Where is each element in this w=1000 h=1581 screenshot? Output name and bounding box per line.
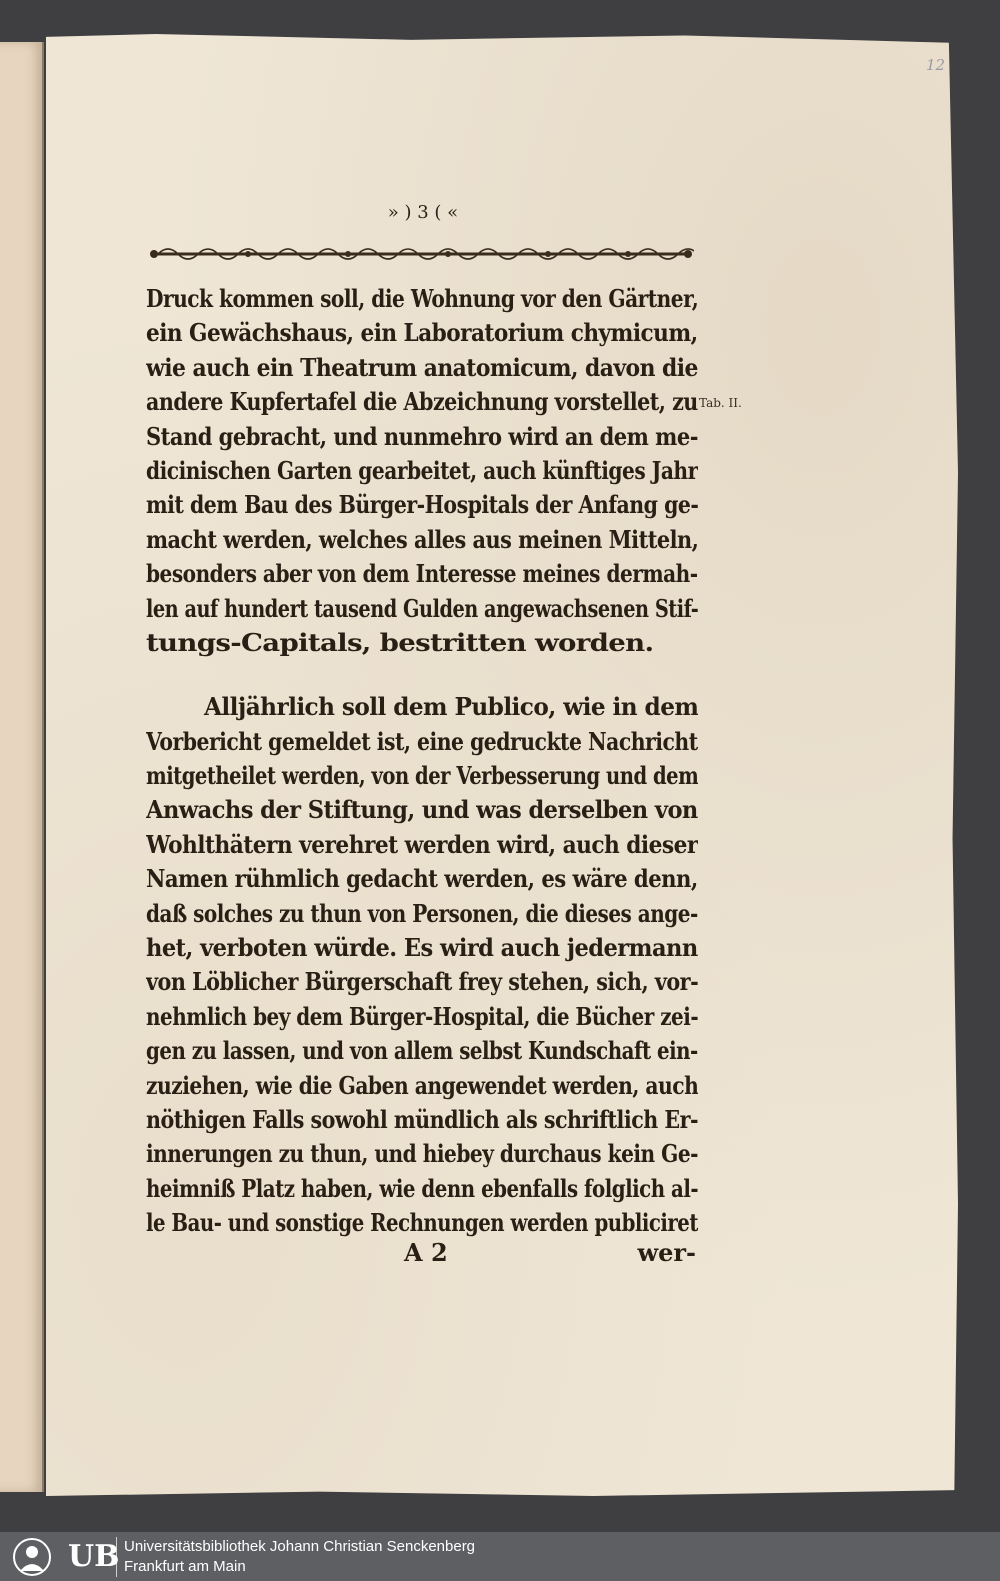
text-line: mit dem Bau des Bürger-Hospitals der Anfang ge- [146,490,698,520]
text-line: len auf hundert tausend Gulden angewachsenen Stif- [146,593,698,623]
text-line: Wohlthätern verehret werden wird, auch dieser [146,829,698,859]
institution-name: Universitätsbibliothek Johann Christian Senckenberg [124,1538,476,1555]
text-line: heimniß Platz haben, wie denn ebenfalls folglich al- [146,1173,698,1203]
text-line: innerungen zu thun, und hiebey durchaus kein Ge- [146,1139,698,1169]
text-line: tungs-Capitals, bestritten worden. [146,627,654,657]
text-line: besonders aber von dem Interesse meines dermah- [146,559,698,589]
institution-city: Frankfurt am Main [124,1558,246,1575]
text-line: het, verboten würde. Es wird auch jedermann [146,933,698,963]
page-foot [146,1238,698,1272]
text-line: Alljährlich soll dem Publico, wie in dem [204,692,698,722]
library-logo[interactable] [6,1537,120,1577]
text-line: nöthigen Falls sowohl mündlich als schriftlich Er- [146,1104,698,1134]
text-line: wie auch ein Theatrum anatomicum, davon die [146,352,698,382]
ornamental-rule-icon [148,240,694,268]
text-line: Stand gebracht, und nunmehro wird an dem me- [146,421,698,451]
footer-text [124,1537,475,1577]
text-line: le Bau- und sonstige Rechnungen werden publiciret [146,1208,698,1238]
text-line: nehmlich bey dem Bürger-Hospital, die Bücher zei- [146,1001,698,1031]
text-line: zuziehen, wie die Gaben angewendet werden, auch [146,1070,698,1100]
text-line: gen zu lassen, und von allem selbst Kundschaft ein- [146,1036,698,1066]
facing-page-edge [0,42,44,1492]
text-line: Anwachs der Stiftung, und was derselben von [146,795,698,825]
text-line: Namen rühmlich gedacht werden, es wäre denn, [146,864,698,894]
margin-note: Tab. II. [699,396,742,410]
text-line: andere Kupfertafel die Abzeichnung vorstellet, zu [146,387,698,417]
logo-text: UB [68,1539,120,1574]
text-line: dicinischen Garten gearbeitet, auch künftiges Jahr [146,455,698,485]
text-line: Vorbericht gemeldet ist, eine gedruckte Nachricht [146,726,698,756]
catchword: wer- [637,1238,696,1267]
senckenberg-portrait-icon [6,1537,58,1577]
text-line: mitgetheilet werden, von der Verbesserung und dem [146,761,698,791]
text-line: von Löblicher Bürgerschaft frey stehen, sich, vor- [146,967,698,997]
library-footer [0,1532,1000,1581]
signature-mark: A 2 [404,1238,448,1267]
text-line: macht werden, welches alles aus meinen Mitteln, [146,524,698,554]
pencil-folio-number: 12 [926,56,946,74]
body-text [146,282,698,1241]
text-line: daß solches zu thun von Personen, die dieses ange- [146,898,698,928]
text-line: ein Gewächshaus, ein Laboratorium chymicum, [146,318,698,348]
text-line: Druck kommen soll, die Wohnung vor den Gärtner, [146,284,698,313]
page-header: » ) 3 ( « [387,202,459,223]
